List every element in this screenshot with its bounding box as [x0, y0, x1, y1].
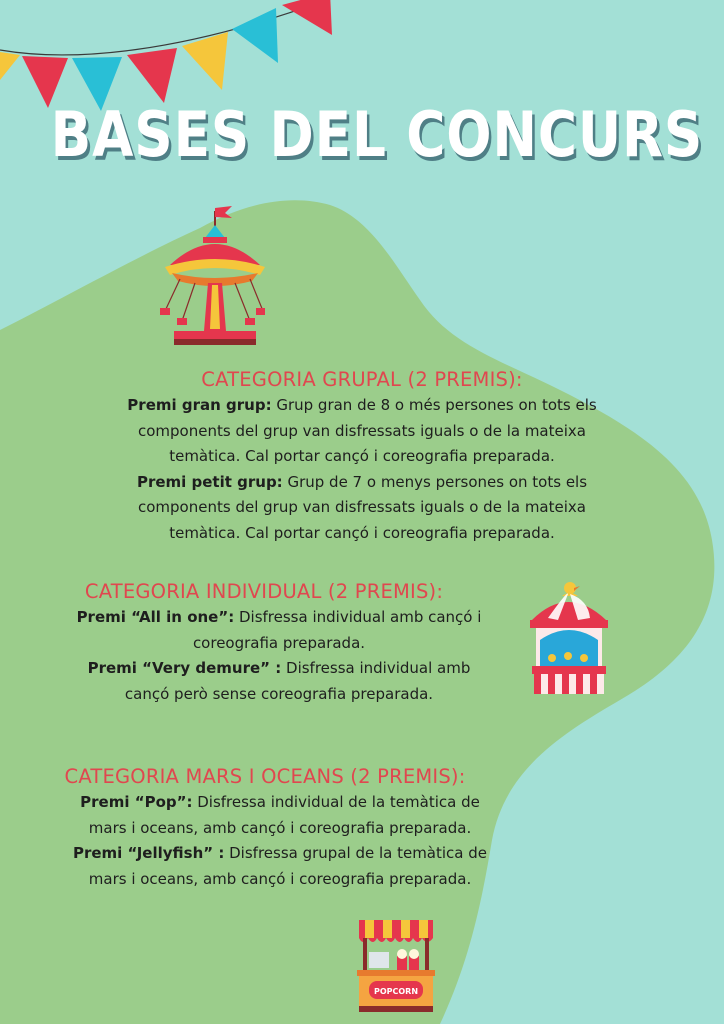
prize-text-line: coreografia preparada.: [192, 633, 366, 652]
popcorn-stand-icon: [355, 918, 437, 1014]
prize-description: [0, 393, 724, 546]
prize-name: Premi gran grup:: [127, 396, 272, 414]
prize-text-line: Disfressa individual amb cançó i: [234, 608, 482, 626]
section-mars-oceans: [0, 765, 627, 892]
prize-name: Premi “Jellyfish” :: [72, 844, 225, 862]
prize-text-line: Disfressa individual amb: [281, 659, 471, 677]
section-individual: [0, 580, 626, 707]
popcorn-sign: POPCORN: [373, 987, 419, 996]
section-heading: CATEGORIA GRUPAL (2 PREMIS):: [201, 368, 523, 391]
prize-text-line: temàtica. Cal portar cançó i coreografia preparada.: [169, 523, 555, 542]
prize-name: Premi petit grup:: [136, 472, 283, 491]
prize-text-line: Disfressa individual de la temàtica de: [192, 793, 480, 811]
prize-name: Premi “Very demure” :: [87, 659, 282, 677]
prize-text-line: components del grup van disfressats iguals o de la mateixa: [138, 421, 586, 440]
prize-text-line: components del grup van disfressats iguals o de la mateixa: [138, 498, 586, 516]
prize-text-line: Grup de 7 o menys persones on tots els: [282, 472, 588, 491]
prize-text-line: cançó però sense coreografia preparada.: [124, 684, 434, 703]
section-grupal: [0, 368, 724, 546]
prize-text-line: mars i oceans, amb cançó i coreografia preparada.: [88, 818, 472, 837]
section-heading: CATEGORIA INDIVIDUAL (2 PREMIS):: [84, 580, 444, 603]
prize-text-line: Grup gran de 8 o més persones on tots els: [271, 396, 597, 414]
prize-name: Premi “All in one”:: [76, 608, 235, 626]
section-heading: CATEGORIA MARS I OCEANS (2 PREMIS):: [64, 765, 466, 788]
page-title: BASES DEL CONCURS: [50, 98, 704, 171]
prize-text-line: temàtica. Cal portar cançó i coreografia preparada.: [169, 447, 555, 465]
swing-carousel-icon: [160, 203, 265, 348]
prize-name: Premi “Pop”:: [80, 793, 193, 811]
prize-text-line: Disfressa grupal de la temàtica de: [224, 844, 488, 862]
prize-description: [0, 790, 627, 892]
prize-description: [0, 605, 626, 707]
prize-text-line: mars i oceans, amb cançó i coreografia preparada.: [88, 869, 472, 888]
